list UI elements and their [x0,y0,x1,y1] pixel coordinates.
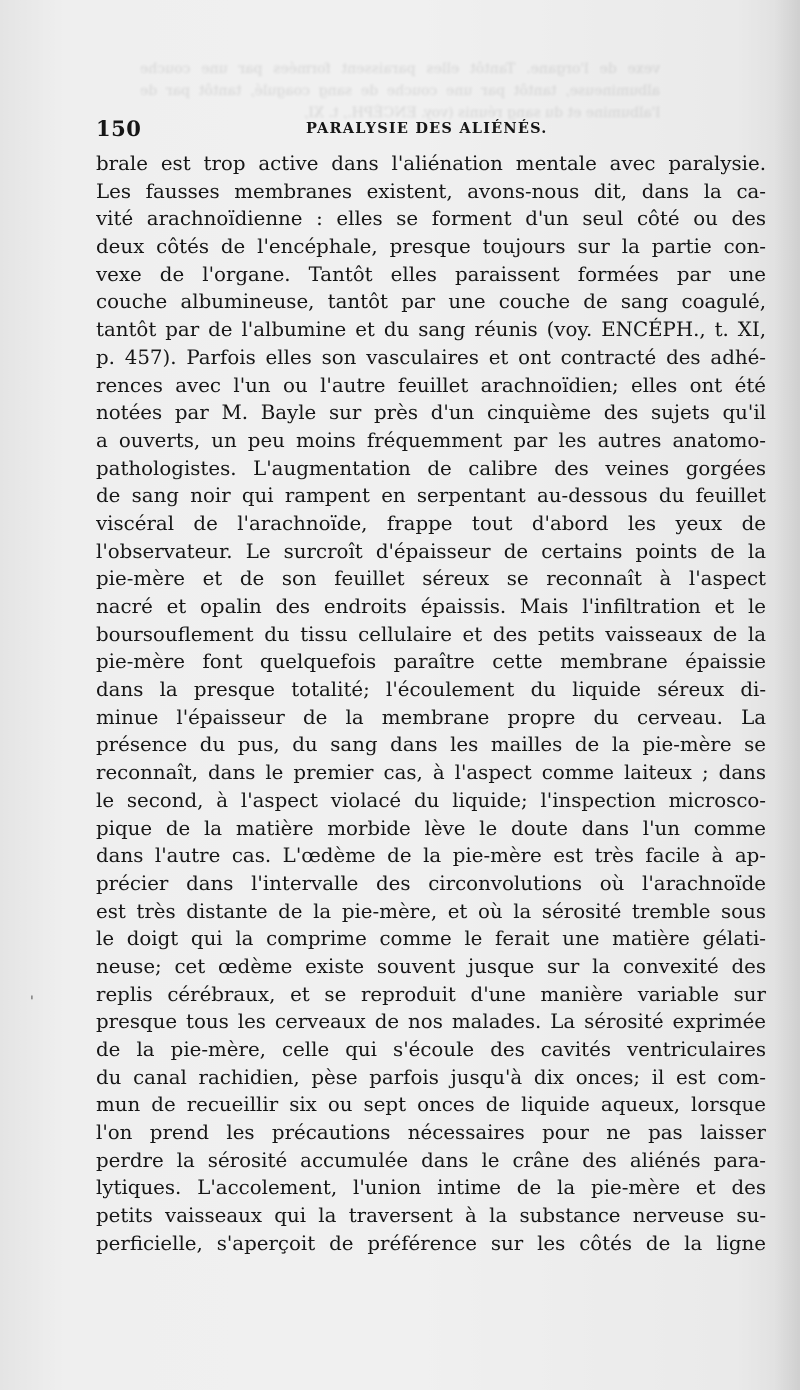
text-line: nacré et opalin des endroits épaissis. Mais l'infiltration et le [96,595,766,618]
text-line: boursouflement du tissu cellulaire et des petits vaisseaux de la [96,622,766,646]
text-line: vexe de l'organe. Tantôt elles paraissent formées par une [96,262,766,286]
text-line: dans l'autre cas. L'œdème de la pie-mère est très facile à ap- [96,844,766,868]
text-line: perficielle, s'aperçoit de préférence sur les côtés de la ligne [96,1231,766,1255]
text-line: deux côtés de l'encéphale, presque toujours sur la partie con- [96,235,766,259]
text-line: pie-mère font quelquefois paraître cette membrane épaissie [96,650,766,674]
text-line: dans la presque totalité; l'écoulement du liquide séreux di- [96,678,766,702]
text-line: a ouverts, un peu moins fréquemment par les autres anatomo- [96,428,766,452]
text-line: brale est trop active dans l'aliénation mentale avec paralysie. [96,152,766,175]
text-line: l'on prend les précautions nécessaires pour ne pas laisser [96,1121,766,1145]
text-line: petits vaisseaux qui la traversent à la substance nerveuse su- [96,1204,766,1228]
text-line: présence du pus, du sang dans les mailles de la pie-mère se [96,733,766,757]
text-line: vité arachnoïdienne : elles se forment d'un seul côté ou des [96,207,766,231]
text-line: le doigt qui la comprime comme le ferait une matière gélati- [96,927,766,951]
running-title: PARALYSIE DES ALIÉNÉS. [306,120,548,137]
text-line: mun de recueillir six ou sept onces de liquide aqueux, lorsque [96,1093,766,1117]
text-line: est très distante de la pie-mère, et où la sérosité tremble sous [96,899,766,923]
text-line: l'observateur. Le surcroît d'épaisseur de certains points de la [96,539,766,563]
text-line: couche albumineuse, tantôt par une couche de sang coagulé, [96,290,766,314]
text-line: minue l'épaisseur de la membrane propre du cerveau. La [96,705,766,729]
page-number: 150 [96,116,142,141]
text-line: p. 457). Parfois elles son vasculaires et ont contracté des adhé- [96,345,766,369]
text-line: précier dans l'intervalle des circonvolutions où l'arachnoïde [96,871,766,895]
margin-mark: ' [30,994,34,1010]
text-line: rences avec l'un ou l'autre feuillet arachnoïdien; elles ont été [96,373,766,397]
text-line: notées par M. Bayle sur près d'un cinquième des sujets qu'il [96,401,766,425]
text-line: presque tous les cerveaux de nos malades. La sérosité exprimée [96,1010,766,1034]
text-line: le second, à l'aspect violacé du liquide; l'inspection microsco- [96,788,766,812]
text-line: viscéral de l'arachnoïde, frappe tout d'abord les yeux de [96,511,766,535]
show-through-text: vexe de l'organe. Tantôt elles paraissent formées par une couche albumineuse, tantôt par une couche de sang coagulé, tantôt par de l'albumine et du sang réunis (voy. ENCÉPH., t. XI, [140,61,660,121]
text-line: perdre la sérosité accumulée dans le crâne des aliénés para- [96,1148,766,1172]
text-line: pathologistes. L'augmentation de calibre des veines gorgées [96,456,766,480]
text-line: lytiques. L'accolement, l'union intime de la pie-mère et des [96,1176,766,1200]
text-line: replis cérébraux, et se reproduit d'une manière variable sur [96,982,766,1006]
text-line: reconnaît, dans le premier cas, à l'aspect comme laiteux ; dans [96,761,766,785]
text-line: neuse; cet œdème existe souvent jusque sur la convexité des [96,954,766,978]
text-line: pique de la matière morbide lève le doute dans l'un comme [96,816,766,840]
page-edge-shadow [774,0,800,1390]
text-line: du canal rachidien, pèse parfois jusqu'à dix onces; il est com- [96,1065,766,1089]
text-line: Les fausses membranes existent, avons-nous dit, dans la ca- [96,179,766,203]
body-text [96,150,766,1258]
text-line: pie-mère et de son feuillet séreux se reconnaît à l'aspect [96,567,766,591]
text-line: de la pie-mère, celle qui s'écoule des cavités ventriculaires [96,1038,766,1061]
text-line: de sang noir qui rampent en serpentant au-dessous du feuillet [96,484,766,508]
page-header [96,116,766,146]
text-line: tantôt par de l'albumine et du sang réunis (voy. ENCÉPH., t. XI, [96,318,766,342]
